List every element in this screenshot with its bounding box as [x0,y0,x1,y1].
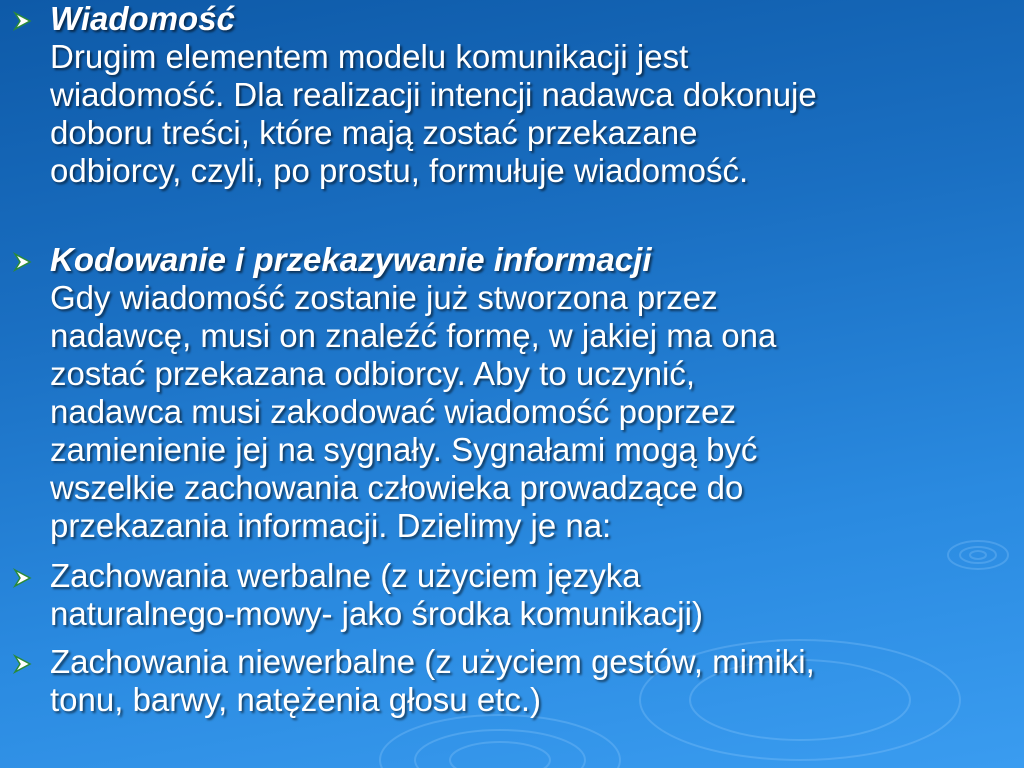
arrowhead-bullet-icon [11,653,33,675]
bullet-item-wiadomosc [0,0,1024,190]
item-text-line: naturalnego-mowy- jako środka komunikacji) [50,595,703,632]
item-text-line: Zachowania werbalne (z użyciem języka [50,557,641,594]
item-text-line: wiadomość. Dla realizacji intencji nadawca dokonuje [50,76,817,113]
bullet-item-niewerbalne [0,643,1024,719]
arrowhead-bullet-icon [11,251,33,273]
item-text-line: Drugim elementem modelu komunikacji jest [50,38,689,75]
arrowhead-bullet-icon [11,567,33,589]
item-text-line: zostać przekazana odbiorcy. Aby to uczynić, [50,355,696,392]
item-text-line: wszelkie zachowania człowieka prowadzące do [50,469,744,506]
item-text-line: odbiorcy, czyli, po prostu, formułuje wiadomość. [50,152,749,189]
item-text-line: Zachowania niewerbalne (z użyciem gestów, mimiki, [50,643,815,680]
item-text-line: nadawca musi zakodować wiadomość poprzez [50,393,737,430]
item-title: Kodowanie i przekazywanie informacji [50,241,652,278]
item-text-line: przekazania informacji. Dzielimy je na: [50,507,612,544]
bullet-item-kodowanie [0,241,1024,545]
item-text-line: doboru treści, które mają zostać przekazane [50,114,698,151]
item-title: Wiadomość [50,0,235,37]
item-text-line: Gdy wiadomość zostanie już stworzona przez [50,279,718,316]
item-text-line: nadawcę, musi on znaleźć formę, w jakiej ma ona [50,317,777,354]
item-text-line: zamienienie jej na sygnały. Sygnałami mogą być [50,431,758,468]
item-text-line: tonu, barwy, natężenia głosu etc.) [50,681,542,718]
bullet-item-werbalne [0,557,1024,633]
arrowhead-bullet-icon [11,10,33,32]
